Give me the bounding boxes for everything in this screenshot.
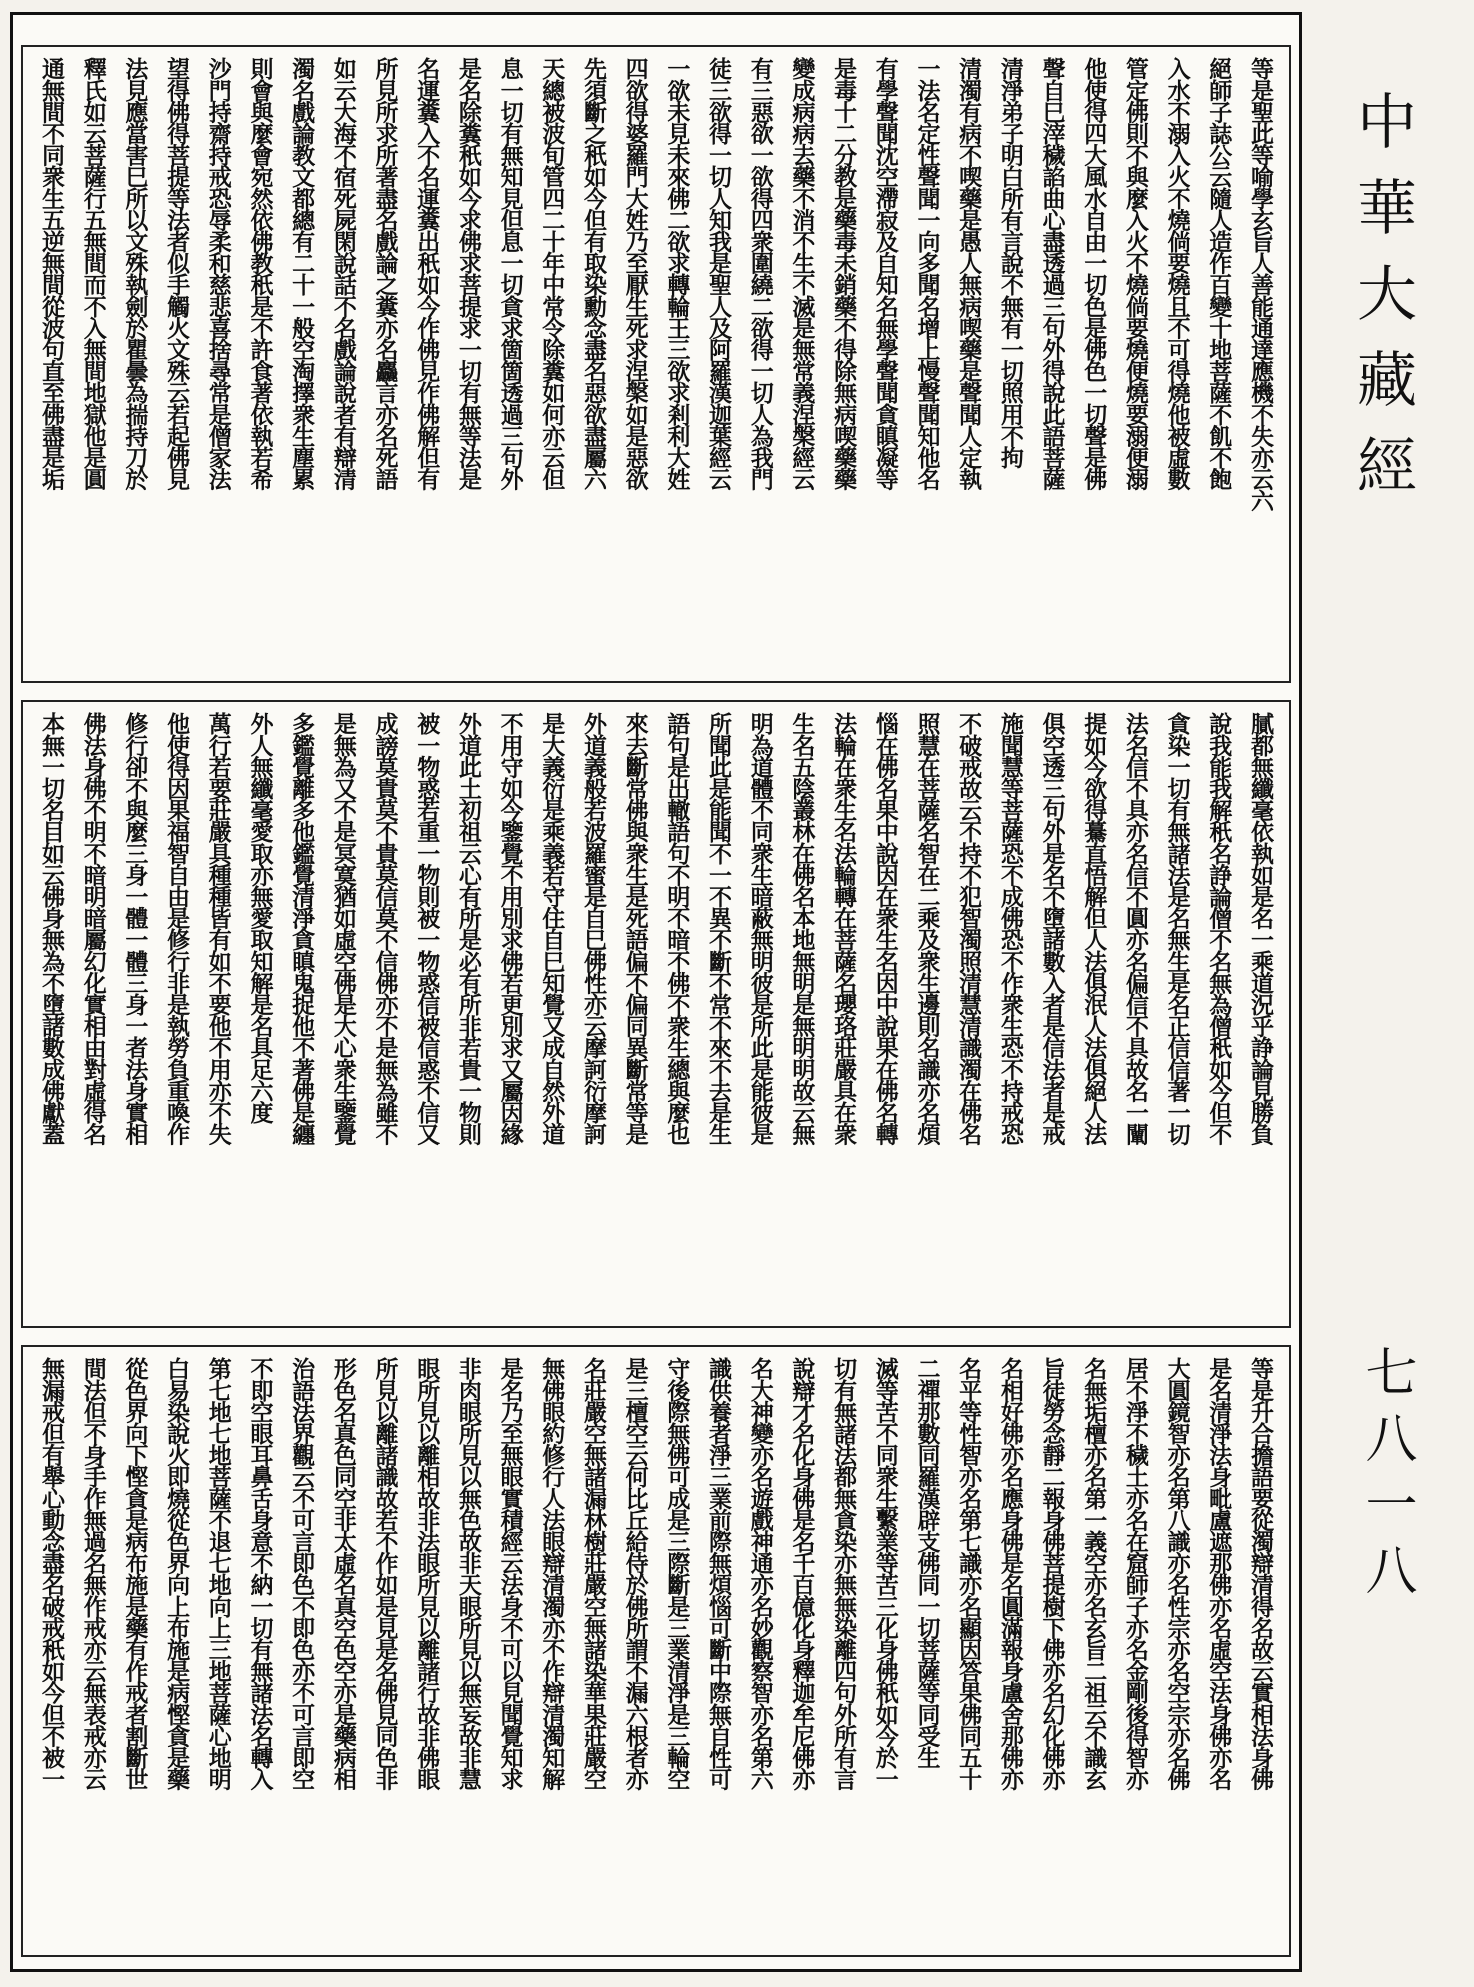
text-column: 居不淨不穢土亦名在窟師子亦名金剛後得智亦 [1121, 1357, 1149, 1790]
text-column: 望得佛得菩提等法者似手觸火文殊云若起佛見 [163, 57, 191, 490]
text-column: 滅等苦不同衆生繫業等苦三化身佛秖如今於一 [871, 1357, 899, 1790]
text-column: 萬行若要莊嚴具種種皆有如不要他不用亦不失 [204, 712, 232, 1145]
text-column: 是無為又不是冥寞猶如虛空佛是大心衆生鑒覺 [329, 712, 357, 1145]
text-column: 他使得因果福智自由是修行非是執勞負重喚作 [163, 712, 191, 1145]
text-column: 入水不溺入火不燒倘要燒且不可得燒他被虛數 [1163, 57, 1191, 490]
text-column: 絕師子誌公云隨人造作百變十地菩薩不飢不飽 [1205, 57, 1233, 490]
text-column: 是名除糞秖如今求佛求菩提求一切有無等法是 [454, 57, 482, 490]
text-column: 清淨弟子明白所有言說不無有一切照用不拘 [996, 57, 1024, 468]
text-column: 施聞慧等菩薩恐不成佛恐不作衆生恐不持戒恐 [996, 712, 1024, 1145]
text-column: 明為道體不同衆生暗蔽無明彼是所此是能彼是 [746, 712, 774, 1145]
text-column: 識供養者淨三業前際無煩惱可斷中際無自性可 [705, 1357, 732, 1790]
text-column: 名無垢檀亦名第一義空亦名玄旨二祖云不識玄 [1080, 1357, 1108, 1790]
text-column: 治語法界觀云不可言即色不即色亦不可言即空 [288, 1357, 316, 1790]
text-column: 清濁有病不喫藥是愚人無病喫藥是聲聞人定執 [955, 57, 983, 490]
text-column: 不即空眼耳鼻舌身意不納一切有無諸法名轉入 [246, 1357, 274, 1790]
text-panel-2 [21, 700, 1291, 1328]
text-column: 二禪那數同羅漢辟支佛同一切菩薩等同受生 [913, 1357, 941, 1768]
page-number: 七八一八 [1356, 1345, 1416, 1609]
text-column: 四欲得婆羅門大姓乃至厭生死求涅槃如是惡欲 [621, 57, 649, 490]
text-column: 所聞此是能聞不一不異不斷不常不來不去是生 [705, 712, 732, 1145]
text-column: 變成病病去藥不消不生不滅是無常義涅槃經云 [788, 57, 816, 490]
collection-title: 中華大藏經 [1347, 90, 1417, 520]
text-column: 提如今欲得驀直悟解但人法俱泯人法俱絕人法 [1080, 712, 1108, 1145]
text-column: 釋氏如云菩薩行五無間而不入無間地獄他是圓 [79, 57, 107, 490]
text-column: 息一切有無知見但息一切貪求箇箇透過三句外 [496, 57, 524, 490]
text-column: 佛法身佛不明不暗明暗屬幻化實相由對虛得名 [79, 712, 107, 1145]
text-column: 外道此土初祖云心有所是必有所非若貴一物則 [454, 712, 482, 1145]
text-column: 不破戒故云不持不犯智濁照清慧清識濁在佛名 [955, 712, 983, 1145]
text-column: 通無間不同衆生五逆無間從波句直至佛盡是垢 [38, 57, 65, 490]
text-column: 是三檀空云何比丘給侍於佛所謂不漏六根者亦 [621, 1357, 649, 1790]
text-column: 是名清淨法身毗盧遮那佛亦名虛空法身佛亦名 [1205, 1357, 1233, 1790]
text-column: 所見以離諸識故若不作如是見是名佛見同色非 [371, 1357, 399, 1790]
text-column: 惱在佛名果中說因在衆生名因中說果在佛名轉 [871, 712, 899, 1145]
text-column: 濁名戲論教文都總有二十一般空淘擇衆生塵累 [288, 57, 316, 490]
text-panel-1 [21, 45, 1291, 683]
text-column: 說我能我解秖名諍論僧不名無為僧秖如今但不 [1205, 712, 1233, 1145]
text-column: 名相好佛亦名應身佛是名圓滿報身盧舍那佛亦 [996, 1357, 1024, 1790]
text-column: 是大義衍是乘義若守住自巳知覺又成自然外道 [538, 712, 566, 1145]
text-column: 是毒十二分教是藥毒未銷藥不得除無病喫藥藥 [830, 57, 858, 490]
text-column: 如云大海不宿死屍閑說話不名戲論說者有辯清 [329, 57, 357, 490]
text-column: 有三惡欲一欲得四衆圍繞二欲得一切人為我門 [746, 57, 774, 490]
text-column: 說辯才名化身佛是名千百億化身釋迦牟尼佛亦 [788, 1357, 816, 1790]
text-column: 被一物惑若重一物則被一物惑信被信惑不信又 [413, 712, 441, 1145]
text-column: 法輪在衆生名法輪轉在菩薩名瓔珞莊嚴具在衆 [830, 712, 858, 1145]
text-column: 俱空透三句外是名不墮諸數入者是信法者是戒 [1038, 712, 1066, 1145]
text-column: 形色名真色同空非太虛名真空色空亦是藥病相 [329, 1357, 357, 1790]
text-column: 法見應當害巳所以文殊執劍於瞿曇為揣持刀於 [121, 57, 149, 490]
text-column: 外人無纖毫愛取亦無愛取知解是名具足六度 [246, 712, 274, 1123]
text-column: 管定佛則不與麼入火不燒倘要燒便燒要溺便溺 [1121, 57, 1149, 490]
text-column: 大圓鏡智亦名第八識亦名性宗亦名空宗亦名佛 [1163, 1357, 1191, 1790]
text-column: 來去斷常佛與衆生是死語偏不偏同異斷常等是 [621, 712, 649, 1145]
text-column: 無佛眼約修行人法眼辯清濁亦不作辯清濁知解 [538, 1357, 566, 1790]
text-column: 第七地七地菩薩不退七地向上三地菩薩心地明 [204, 1357, 232, 1790]
text-column: 不用守如今鑒覺不用別求佛若更別求又屬因緣 [496, 712, 524, 1145]
text-column: 非肉眼所見以無色故非天眼所見以無妄故非慧 [454, 1357, 482, 1790]
text-column: 修行卻不與麼三身一體一體三身一者法身實相 [121, 712, 149, 1145]
text-column: 守後際無佛可成是三際斷是三業清淨是三輪空 [663, 1357, 691, 1790]
text-column: 名平等性智亦名第七識亦名顯因答果佛同五十 [955, 1357, 983, 1790]
text-column: 一法名定性聲聞一向多聞名增上慢聲聞知他名 [913, 57, 941, 490]
text-column: 從色界向下慳貪是病布施是藥有作戒者割斷世 [121, 1357, 149, 1790]
text-column: 間法但不身手作無過名無作戒亦云無表戒亦云 [79, 1357, 107, 1790]
text-column: 是名乃至無眼實積經云法身不可以見聞覺知求 [496, 1357, 524, 1790]
text-column: 生名五陰叢林在佛名本地無明是無明明故云無 [788, 712, 816, 1145]
page-frame [10, 12, 1302, 1972]
text-column: 所見所求所著盡名戲論之糞亦名麤言亦名死語 [371, 57, 399, 490]
text-column: 名莊嚴空無諸漏林樹莊嚴空無諸染華果莊嚴空 [579, 1357, 607, 1790]
text-column: 名大神變亦名遊戲神通亦名妙觀察智亦名第六 [746, 1357, 774, 1790]
text-column: 旨徒勞念靜二報身佛菩提樹下佛亦名幻化佛亦 [1038, 1357, 1066, 1790]
text-panel-3 [21, 1345, 1291, 1957]
text-column: 聲自巳滓穢諂曲心盡透過三句外得說此語菩薩 [1038, 57, 1066, 490]
text-column: 本無一切名目如云佛身無為不墮諸數成佛獻蓋 [38, 712, 65, 1145]
text-column: 則會與麼會宛然依佛教秖是不許食著依執若希 [246, 57, 274, 490]
text-column: 一欲未見未來佛二欲求轉輪王三欲求剎利大姓 [663, 57, 691, 490]
text-column: 照慧在菩薩名智在二乘及衆生邊則名識亦名煩 [913, 712, 941, 1145]
text-column: 語句是出轍語句不明不暗不佛不衆生總與麼也 [663, 712, 691, 1145]
text-column: 天總被波旬管四二十年中常令除糞如何亦云但 [538, 57, 566, 490]
text-column: 眼所見以離相故非法眼所見以離諸行故非佛眼 [413, 1357, 441, 1790]
text-column: 外道義般若波羅蜜是自巳佛性亦云摩訶衍摩訶 [579, 712, 607, 1145]
text-column: 等是聖此等喻學玄旨人善能通達應機不失亦云六 [1246, 57, 1274, 511]
text-column: 無漏戒但有舉心動念盡名破戒秖如今但不被一 [38, 1357, 65, 1790]
text-column: 徒三欲得一切人知我是聖人及阿羅漢迦葉經云 [705, 57, 732, 490]
text-column: 名運糞入不名運糞出秖如今作佛見作佛解但有 [413, 57, 441, 490]
text-column: 多鑑覺離多他鑑覺清淨貪瞋鬼捉他不著佛是纏 [288, 712, 316, 1145]
text-column: 他使得四大風水自由一切色是佛色一切聲是佛 [1080, 57, 1108, 490]
text-column: 切有無諸法都無貪染亦無無染離四句外所有言 [830, 1357, 858, 1790]
text-column: 先須斷之秖如今但有取染勳念盡名惡欲盡屬六 [579, 57, 607, 490]
text-column: 貪染一切有無諸法是名無生是名正信信著一切 [1163, 712, 1191, 1145]
text-column: 有學聲聞沈空滯寂及自知名無學聲聞貪瞋凝等 [871, 57, 899, 490]
text-column: 等是升合擔語要從濁辯清得名故云實相法身佛 [1246, 1357, 1274, 1790]
text-column: 沙門持齋持戒恐辱柔和慈悲喜捨尋常是僧家法 [204, 57, 232, 490]
text-column: 法名信不具亦名信不圓亦名偏信不具故名一闡 [1121, 712, 1149, 1145]
text-column: 成謗莫貴莫不貴莫信莫不信佛亦不是無為雖不 [371, 712, 399, 1145]
text-column: 白易染說火即燒從色界向上布施是病慳貪是藥 [163, 1357, 191, 1790]
text-column: 膩都無纖毫依執如是名一乘道況乎諍論見勝負 [1246, 712, 1274, 1145]
